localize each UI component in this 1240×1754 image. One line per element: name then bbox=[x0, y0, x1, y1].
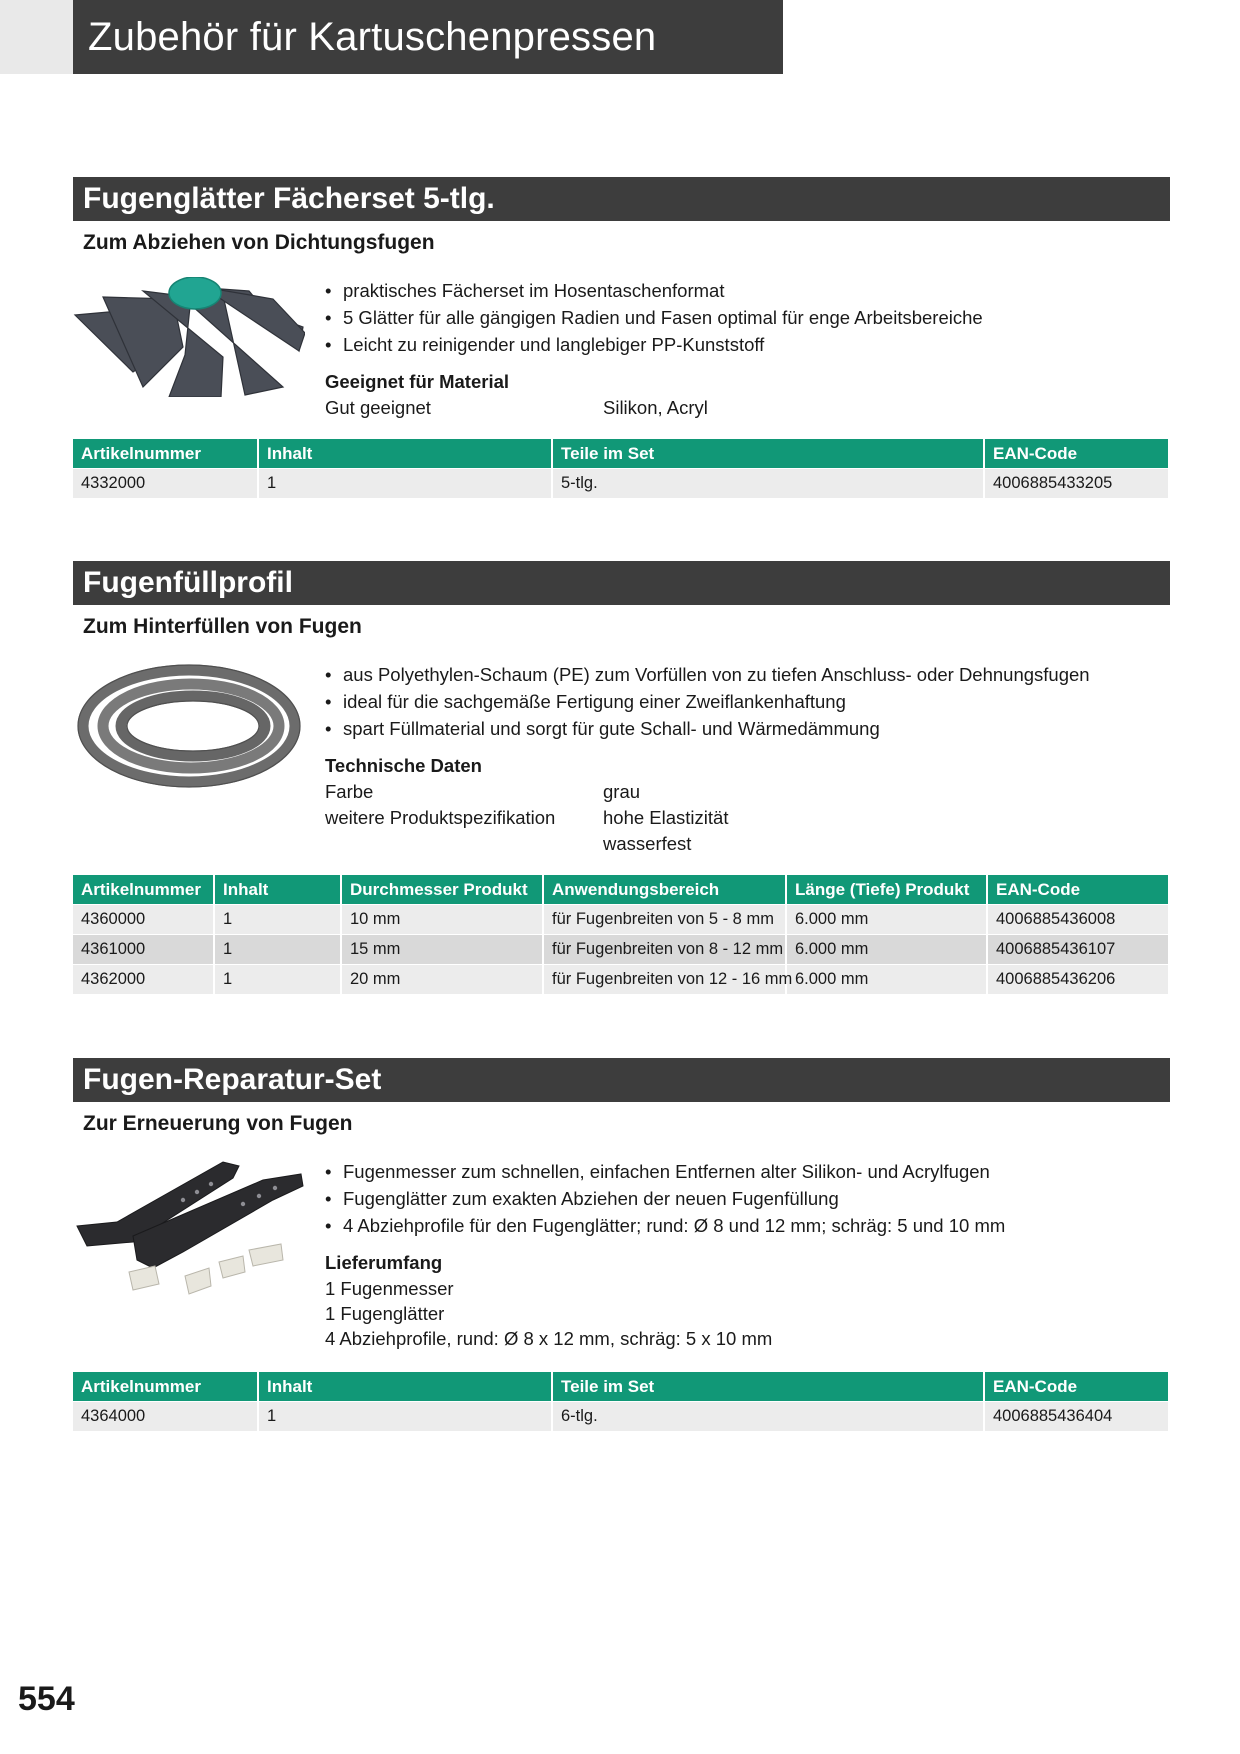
article-table bbox=[73, 1372, 1168, 1431]
page-number: 554 bbox=[18, 1680, 75, 1718]
spec-value: Silikon, Acryl bbox=[603, 397, 708, 418]
table-header-row bbox=[73, 875, 1168, 905]
spec-row bbox=[325, 805, 1165, 831]
article-table bbox=[73, 439, 1168, 498]
product-section-fan-smoother bbox=[73, 177, 1170, 507]
column-header: Inhalt bbox=[258, 1372, 552, 1402]
column-header: Inhalt bbox=[258, 439, 552, 469]
foam-backer-rod-image bbox=[73, 656, 305, 796]
product-info bbox=[325, 1158, 1165, 1351]
spec-value: grau bbox=[603, 781, 641, 802]
table-row: 4362000 1 20 mm für Fugenbreiten von 12 - 16 mm 6.000 mm 4006885436206 bbox=[73, 965, 1168, 995]
column-header: Teile im Set bbox=[552, 1372, 984, 1402]
product-info bbox=[325, 277, 1165, 421]
section-subtitle: Zur Erneuerung von Fugen bbox=[83, 1112, 353, 1135]
section-title: Fugenglätter Fächerset 5-tlg. bbox=[73, 177, 1170, 221]
feature-item: • 4 Abziehprofile für den Fugenglätter; rund: Ø 8 und 12 mm; schräg: 5 und 10 mm bbox=[325, 1215, 1006, 1236]
table-row: 4360000 1 10 mm für Fugenbreiten von 5 - 8 mm 6.000 mm 4006885436008 bbox=[73, 905, 1168, 935]
feature-item: • praktisches Fächerset im Hosentaschenformat bbox=[325, 280, 725, 301]
fan-smoother-set-image bbox=[73, 277, 305, 397]
feature-item: • ideal für die sachgemäße Fertigung einer Zweiflankenhaftung bbox=[325, 691, 846, 712]
column-header: Durchmesser Produkt bbox=[341, 875, 543, 905]
feature-list bbox=[325, 277, 1165, 358]
delivery-item: 1 Fugenglätter bbox=[325, 1303, 445, 1324]
spec-row bbox=[325, 831, 1165, 857]
feature-item: • Fugenmesser zum schnellen, einfachen Entfernen alter Silikon- und Acrylfugen bbox=[325, 1161, 990, 1182]
feature-list bbox=[325, 661, 1165, 742]
spec-row bbox=[325, 395, 1165, 421]
product-info bbox=[325, 661, 1165, 857]
table-row: 4361000 1 15 mm für Fugenbreiten von 8 - 12 mm 6.000 mm 4006885436107 bbox=[73, 935, 1168, 965]
column-header: Artikelnummer bbox=[73, 439, 258, 469]
table-row: 4332000 1 5-tlg. 4006885433205 bbox=[73, 469, 1168, 499]
feature-item: • Leicht zu reinigender und langlebiger PP-Kunststoff bbox=[325, 334, 765, 355]
spec-key: Farbe bbox=[325, 781, 374, 802]
feature-list bbox=[325, 1158, 1165, 1239]
spec-value: wasserfest bbox=[603, 833, 692, 854]
column-header: Inhalt bbox=[214, 875, 341, 905]
delivery-item: 4 Abziehprofile, rund: Ø 8 x 12 mm, schräg: 5 x 10 mm bbox=[325, 1328, 773, 1349]
section-subtitle: Zum Hinterfüllen von Fugen bbox=[83, 615, 362, 638]
table-header-row bbox=[73, 439, 1168, 469]
column-header: EAN-Code bbox=[984, 1372, 1168, 1402]
column-header: Anwendungsbereich bbox=[543, 875, 786, 905]
delivery-item: 1 Fugenmesser bbox=[325, 1278, 454, 1299]
spec-value: hohe Elastizität bbox=[603, 807, 729, 828]
column-header: Artikelnummer bbox=[73, 875, 214, 905]
joint-repair-set-image bbox=[73, 1156, 305, 1316]
feature-item: • Fugenglätter zum exakten Abziehen der neuen Fugenfüllung bbox=[325, 1188, 839, 1209]
product-section-repair-set bbox=[73, 1058, 1170, 1438]
column-header: Teile im Set bbox=[552, 439, 984, 469]
spec-key: weitere Produktspezifikation bbox=[325, 807, 556, 828]
feature-item: • spart Füllmaterial und sorgt für gute Schall- und Wärmedämmung bbox=[325, 718, 880, 739]
column-header: EAN-Code bbox=[984, 439, 1168, 469]
table-header-row bbox=[73, 1372, 1168, 1402]
product-section-backer-rod bbox=[73, 561, 1170, 1001]
section-subtitle: Zum Abziehen von Dichtungsfugen bbox=[83, 231, 435, 254]
spec-row bbox=[325, 779, 1165, 805]
spec-heading: Geeignet für Material bbox=[325, 371, 510, 392]
article-table bbox=[73, 875, 1168, 994]
corner-tab bbox=[0, 0, 73, 74]
feature-item: • 5 Glätter für alle gängigen Radien und Fasen optimal für enge Arbeitsbereiche bbox=[325, 307, 983, 328]
section-title: Fugen-Reparatur-Set bbox=[73, 1058, 1170, 1102]
page-header: Zubehör für Kartuschenpressen bbox=[73, 0, 783, 74]
column-header: Artikelnummer bbox=[73, 1372, 258, 1402]
section-title: Fugenfüllprofil bbox=[73, 561, 1170, 605]
column-header: EAN-Code bbox=[987, 875, 1168, 905]
column-header: Länge (Tiefe) Produkt bbox=[786, 875, 987, 905]
spec-heading: Technische Daten bbox=[325, 755, 482, 776]
table-row: 4364000 1 6-tlg. 4006885436404 bbox=[73, 1402, 1168, 1432]
spec-key: Gut geeignet bbox=[325, 397, 431, 418]
spec-heading: Lieferumfang bbox=[325, 1252, 443, 1273]
feature-item: • aus Polyethylen-Schaum (PE) zum Vorfüllen von zu tiefen Anschluss- oder Dehnungsfugen bbox=[325, 664, 1090, 685]
